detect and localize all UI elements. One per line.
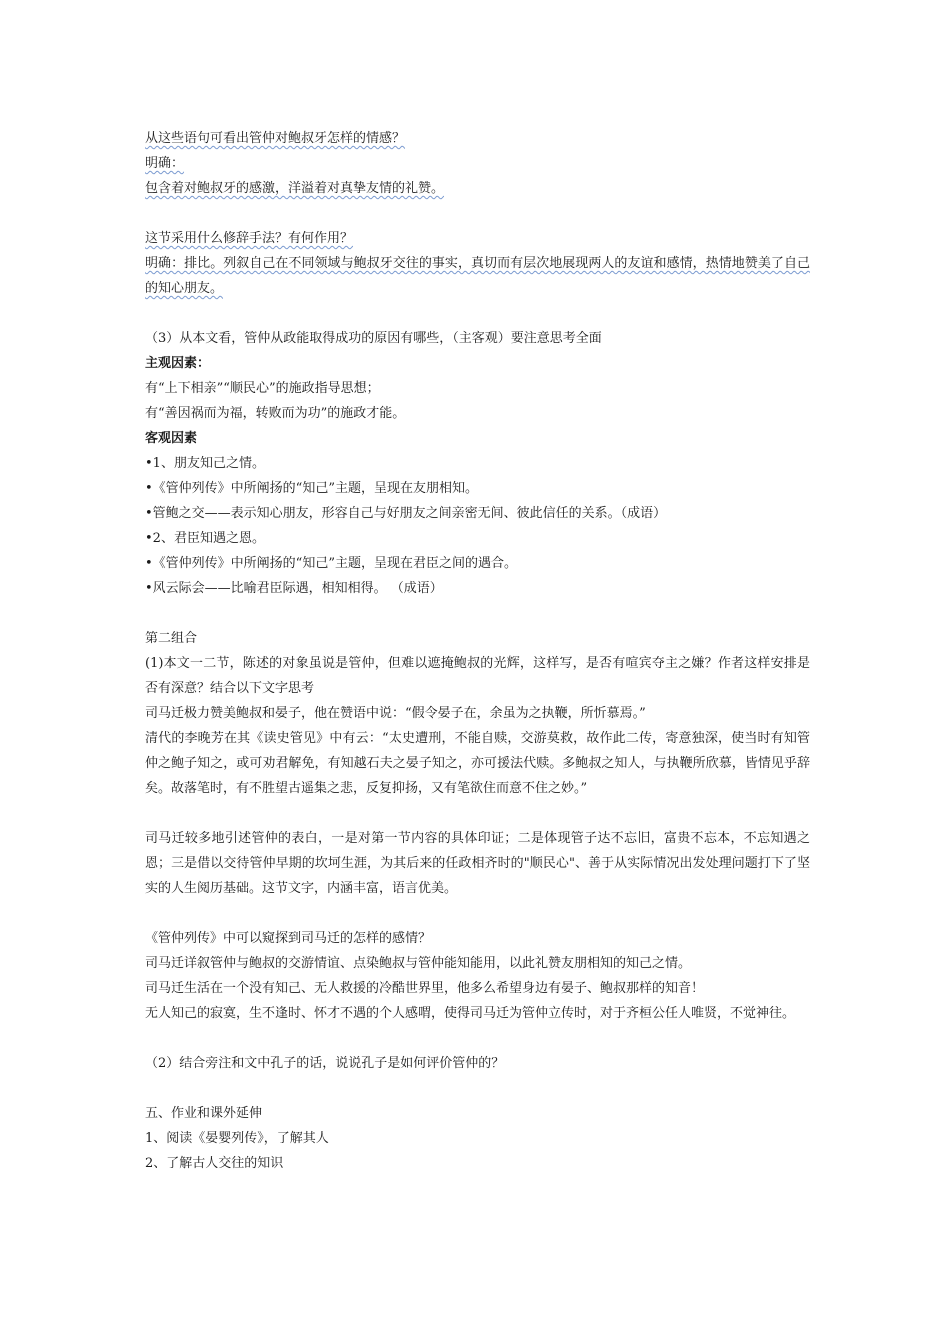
quote-sima-qian: 司马迁极力赞美鲍叔和晏子，他在赞语中说：“假令晏子在，余虽为之执鞭，所忻慕焉。” xyxy=(145,706,646,721)
analysis-paragraph: 司马迁较多地引述管仲的表白，一是对第一节内容的具体印证；二是体现管子达不忘旧，富贵不忘本，不忘知遇之恩；三是借以交待管仲早期的坎坷生涯，为其后来的任政相齐时的"顺民心"、善于从实际情况出发处理问题打下了坚实的人生阅历基础。这节文字，内涵丰富，语言优美。 xyxy=(145,831,810,896)
objective-item: •1、朋友知己之情。 xyxy=(145,456,265,471)
objective-item: •2、君臣知遇之恩。 xyxy=(145,531,265,546)
answer-label-text: 明确： xyxy=(145,156,185,171)
spacer xyxy=(145,901,810,926)
objective-item: •风云际会——比喻君臣际遇，相知相得。 （成语） xyxy=(145,581,443,596)
question-text: 从这些语句可看出管仲对鲍叔牙怎样的情感？ xyxy=(145,131,406,146)
subjective-item: 有“善因祸而为福，转败而为功”的施政才能。 xyxy=(145,406,406,421)
subjective-heading: 主观因素： xyxy=(145,356,211,371)
spacer xyxy=(145,201,810,226)
objective-item: •管鲍之交——表示知心朋友，形容自己与好朋友之间亲密无间、彼此信任的关系。（成语） xyxy=(145,506,667,521)
objective-heading: 客观因素 xyxy=(145,431,198,446)
quote-li-wanfang: 清代的李晚芳在其《读史管见》中有云：“太史遭刑，不能自赎，交游莫救，故作此二传，寄意独深，使当时有知管仲之鲍子知之，或可劝君解免，有知越石夫之晏子知之，亦可援法代赎。多鲍叔之知人，与执鞭所欣慕，皆情见乎辞矣。故落笔时，有不胜望古遥集之悲，反复抑扬，又有笔欲住而意不住之妙。” xyxy=(145,731,810,796)
spacer xyxy=(145,301,810,326)
answer-rhetoric xyxy=(145,251,810,301)
answer-text: 包含着对鲍叔牙的感激，洋溢着对真挚友情的礼赞。 xyxy=(145,181,445,196)
emotion-line: 司马迁详叙管仲与鲍叔的交游情谊、点染鲍叔与管仲能知能用，以此礼赞友朋相知的知己之情。 xyxy=(145,956,692,971)
subjective-item: 有“上下相亲”“顺民心”的施政指导思想； xyxy=(145,381,380,396)
spacer xyxy=(145,1026,810,1051)
group2-question-1: (1)本文一二节，陈述的对象虽说是管仲，但难以遮掩鲍叔的光辉，这样写，是否有喧宾夺主之嫌？作者这样安排是否有深意？结合以下文字思考 xyxy=(145,656,810,696)
question-emotion-sima: 《管仲列传》中可以窥探到司马迁的怎样的感情？ xyxy=(145,931,432,946)
emotion-line: 司马迁生活在一个没有知己、无人救援的冷酷世界里，他多么希望身边有晏子、鲍叔那样的知音！ xyxy=(145,981,705,996)
homework-item: 2、了解古人交往的知识 xyxy=(145,1156,284,1171)
answer-label xyxy=(145,151,810,176)
answer-text: 明确：排比。列叙自己在不同领域与鲍叔牙交往的事实，真切而有层次地展现两人的友谊和感情，热情地赞美了自己的知心朋友。 xyxy=(145,256,810,296)
group2-question-2: （2）结合旁注和文中孔子的话，说说孔子是如何评价管仲的？ xyxy=(145,1056,505,1071)
objective-item: •《管仲列传》中所阐扬的“知己”主题，呈现在君臣之间的遇合。 xyxy=(145,556,517,571)
answer-emotion xyxy=(145,176,810,201)
group2-heading: 第二组合 xyxy=(145,631,198,646)
question-text: 这节采用什么修辞手法？有何作用？ xyxy=(145,231,354,246)
spacer xyxy=(145,801,810,826)
question-success-reasons: （3）从本文看，管仲从政能取得成功的原因有哪些，（主客观）要注意思考全面 xyxy=(145,331,602,346)
homework-item: 1、阅读《晏婴列传》，了解其人 xyxy=(145,1131,329,1146)
document-page xyxy=(145,126,810,1176)
homework-heading: 五、作业和课外延伸 xyxy=(145,1106,263,1121)
question-rhetoric xyxy=(145,226,810,251)
objective-item: •《管仲列传》中所阐扬的“知己”主题，呈现在友朋相知。 xyxy=(145,481,478,496)
spacer xyxy=(145,1076,810,1101)
spacer xyxy=(145,601,810,626)
question-emotion xyxy=(145,126,810,151)
emotion-line: 无人知己的寂寞，生不逢时、怀才不遇的个人感喟，使得司马迁为管仲立传时，对于齐桓公任人唯贤，不觉神往。 xyxy=(145,1006,796,1021)
